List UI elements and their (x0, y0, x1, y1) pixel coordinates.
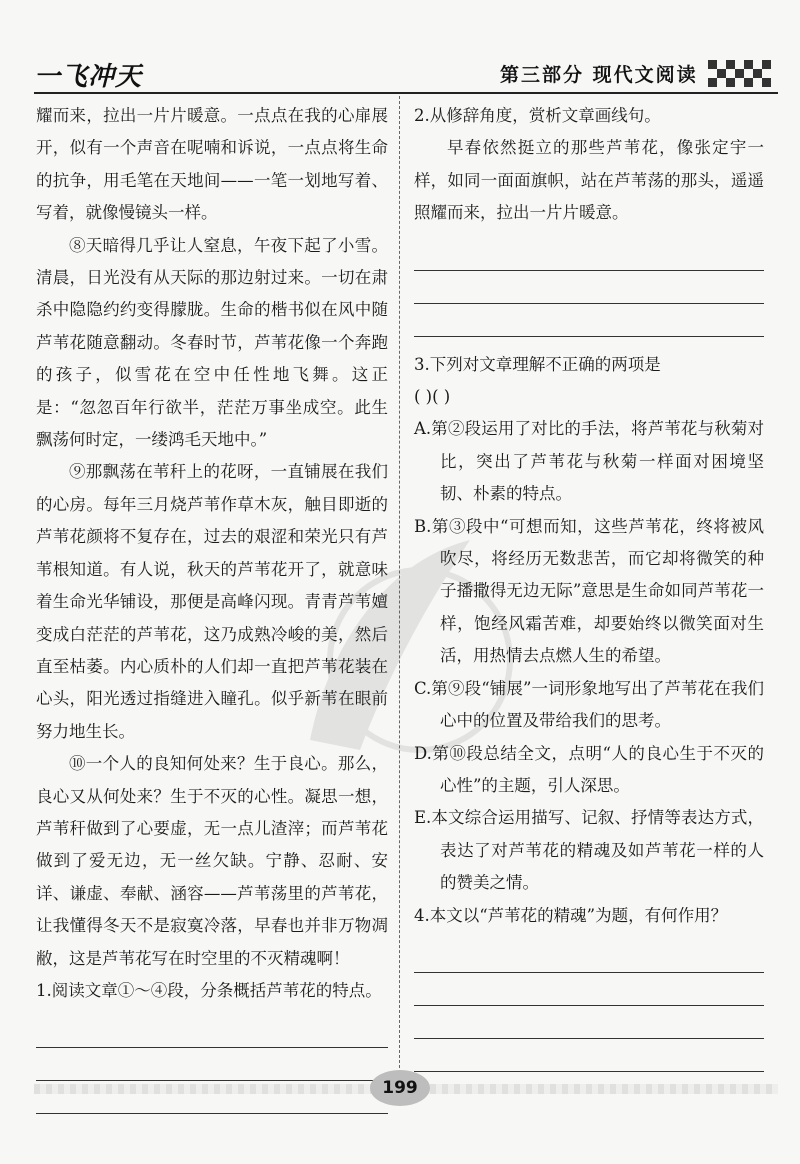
answer-line[interactable] (414, 238, 764, 271)
answer-line[interactable] (36, 1015, 388, 1048)
checker-decoration-icon (708, 60, 778, 96)
answer-line[interactable] (414, 940, 764, 973)
paragraph-continued: 耀而来，拉出一片片暖意。一点点在我的心扉展开，似有一个声音在呢喃和诉说，一点点将生命的抗争，用毛笔在天地间——一笔一划地写着、写着，就像慢镜头一样。 (36, 106, 388, 223)
answer-line[interactable] (414, 271, 764, 304)
option-b: B.第③段中“可想而知，这些芦苇花，终将被风吹尽，将经历无数悲苦，而它却将微笑的种子播撒得无边无际”意思是生命如同芦苇花一样，饱经风霜苦难，却要始终以微笑面对生活，用热情去点燃人生的希望。 (414, 516, 764, 666)
answer-lines-q4[interactable] (414, 940, 764, 1072)
option-a: A.第②段运用了对比的手法，将芦苇花与秋菊对比，突出了芦苇花与秋菊一样面对困境坚韧、朴素的特点。 (414, 419, 764, 504)
option-d: D.第⑩段总结全文，点明“人的良心生于不灭的心性”的主题，引人深思。 (414, 743, 764, 795)
question-3: 3.下列对文章理解不正确的两项是 (414, 354, 661, 374)
section-title: 第三部分 现代文阅读 (500, 64, 698, 86)
answer-line[interactable] (414, 304, 764, 337)
header-rule (34, 92, 778, 94)
question-1: 1.阅读文章①～④段，分条概括芦苇花的特点。 (36, 980, 382, 1000)
page-footer (0, 1070, 800, 1110)
question-4: 4.本文以“芦苇花的精魂”为题，有何作用？ (414, 905, 728, 925)
option-c: C.第⑨段“铺展”一词形象地写出了芦苇花在我们心中的位置及带给我们的思考。 (414, 678, 764, 731)
question-2-quote: 早春依然挺立的那些芦苇花，像张定宇一样，如同一面面旗帜，站在芦苇荡的那头，遥遥照耀而来，拉出一片片暖意。 (414, 138, 764, 223)
page-header (0, 0, 800, 96)
paragraph-8: ⑧天暗得几乎让人窒息，午夜下起了小雪。清晨，日光没有从天际的那边射过来。一切在肃杀中隐隐约约变得朦胧。生命的楷书似在风中随芦苇花随意翻动。冬春时节，芦苇花像一个奔跑的孩子，似雪花在空中任性地飞舞。这正是：“忽忽百年行欲半，茫茫万事坐成空。此生飘荡何时定，一缕鸿毛天地中。” (36, 235, 388, 450)
answer-line[interactable] (414, 973, 764, 1006)
paragraph-10: ⑩一个人的良知何处来？生于良心。那么，良心又从何处来？生于不灭的心性。凝思一想，芦苇秆做到了心要虚，无一点儿渣滓；而芦苇花做到了爱无边，无一丝欠缺。宁静、忍耐、安详、谦虚、奉献、涵容——芦苇荡里的芦苇花，让我懂得冬天不是寂寞冷落，早春也并非万物凋敝，这是芦苇花写在时空里的不灭精魂啊！ (36, 754, 388, 968)
right-column (414, 100, 764, 1072)
question-2: 2.从修辞角度，赏析文章画线句。 (414, 106, 661, 125)
page-number: 199 (370, 1070, 430, 1106)
answer-lines-q2[interactable] (414, 238, 764, 337)
series-logo: 一飞冲天 (34, 62, 143, 92)
answer-line[interactable] (414, 1006, 764, 1039)
option-e: E.本文综合运用描写、记叙、抒情等表达方式，表达了对芦苇花的精魂及如芦苇花一样的人的赞美之情。 (414, 808, 764, 893)
answer-line[interactable] (414, 1039, 764, 1072)
left-column (36, 100, 388, 1114)
paragraph-9: ⑨那飘荡在苇秆上的花呀，一直铺展在我们的心房。每年三月烧芦苇作草木灰，触目即逝的芦苇花颜将不复存在，过去的艰涩和荣光只有芦苇根知道。有人说，秋天的芦苇花开了，就意味着生命光华铺设，那便是高峰闪现。青青芦苇嬗变成白茫茫的芦苇花，这乃成熟冷峻的美，然后直至枯萎。内心质朴的人们却一直把芦苇花装在心头，阳光透过指缝进入瞳孔。似乎新苇在眼前努力地生长。 (36, 462, 388, 741)
question-3-answer-blank[interactable]: ( )( ) (414, 387, 451, 407)
